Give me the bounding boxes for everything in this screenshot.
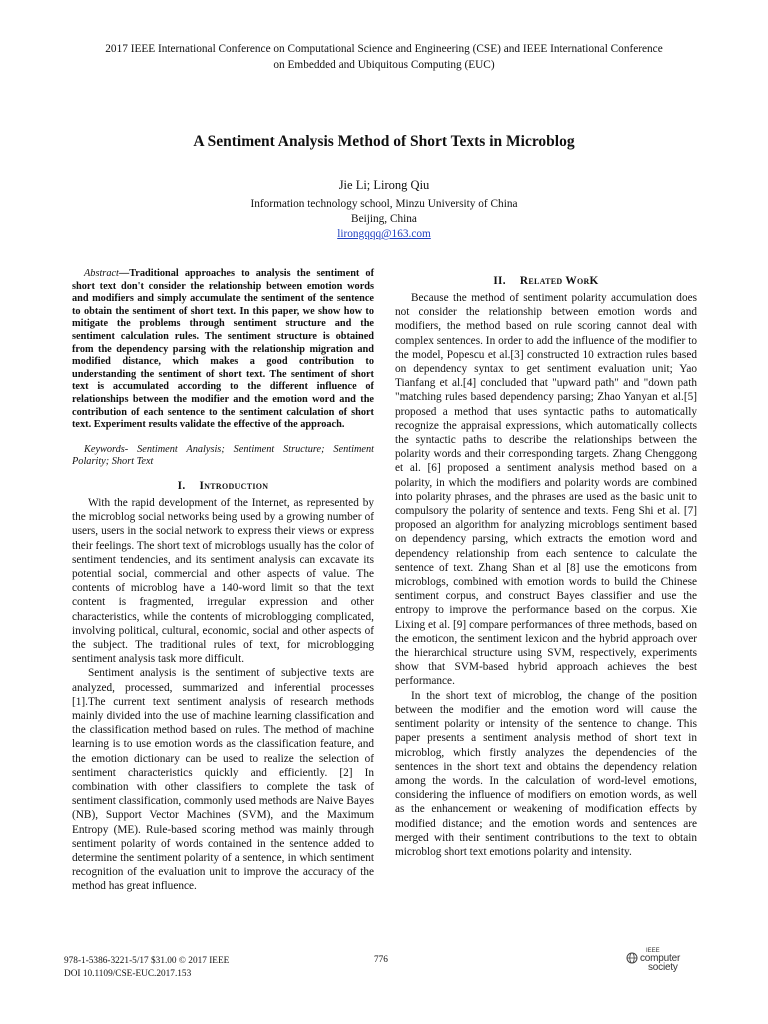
conference-header-line2: on Embedded and Ubiquitous Computing (EUC) <box>273 58 495 71</box>
affiliation: Information technology school, Minzu University of China <box>250 198 518 210</box>
page-number: 776 <box>374 955 388 965</box>
logo-wordmark <box>640 954 680 972</box>
left-column <box>72 268 374 894</box>
section-heading-introduction <box>72 479 374 494</box>
section-title: Introduction <box>199 479 269 492</box>
logo-line2: society <box>648 962 678 973</box>
conference-header <box>40 42 728 73</box>
author-affiliation-block <box>40 197 728 242</box>
conference-header-line1: 2017 IEEE International Conference on Computational Science and Engineering (CSE) and IEEE International Conference <box>105 43 663 55</box>
paper-title: A Sentiment Analysis Method of Short Texts in Microblog <box>193 133 575 150</box>
email-link[interactable]: lirongqqq@163.com <box>337 228 431 240</box>
logo-line1: computer <box>640 953 681 964</box>
paper-authors: Jie Li; Lirong Qiu <box>338 178 430 192</box>
related-paragraph-2: In the short text of microblog, the change of the position between the modifier and the emotion word will cause the sentiment polarity or intensity of the sentence to change. This paper presents a sentiment analysis method of short text in microblog, which firstly analyzes the dependencies of the sentences in the short text and obtains the dependency relation among the words. In the calculation of word-level emotions, considering the influence of modifiers on emotion words, as well as the enhancement or weakening of modification effects by modified distance; and the emotion words and sentences are merged with their sentiment contributions to the text to obtain microblog short text emotions polarity and intensity. <box>395 689 697 858</box>
footer-doi: DOI 10.1109/CSE-EUC.2017.153 <box>64 969 192 979</box>
intro-paragraph-1: With the rapid development of the Internet, as represented by the microblog social networks being used by a growing number of users, users in the social network to express their views or express their feelings. The short text of microblogs usually has the color of sentiment tendencies, and its sentiment analysis can excavate its potential social, commercial and other aspects of value. The contents of microblog have a 140-word limit so that the text content is fragmented, irregular expression and other characteristics, while the contents of microblogging complicated, involving political, cultural, economic, social and other aspects of the subject. The traditional rules of text, for microblogging sentiment analysis task more difficult. <box>72 496 374 666</box>
section-number: I. <box>177 479 186 492</box>
ieee-computer-society-logo <box>626 948 706 978</box>
keywords: Keywords- Sentiment Analysis; Sentiment Structure; Sentiment Polarity; Short Text <box>72 443 374 468</box>
logo-ieee-text: IEEE <box>646 948 660 954</box>
abstract-label: Abstract <box>84 268 119 279</box>
section-title: Related WorK <box>519 275 599 287</box>
intro-paragraph-2: Sentiment analysis is the sentiment of subjective texts are analyzed, processed, summarized and inferential processes [1].The current text sentiment analysis of research methods mainly divided into the use of machine learning classification and the classification method based on rules. The method of machine learning is to use emotion words as the classification feature, and the emotion dictionary can be used to realize the selection of sentiment characteristics quickly and efficiently. [2] In combination with other classifiers to complete the task of sentiment classification, commonly used methods are Naive Bayes (NB), Support Vector Machines (SVM), and the Maximum Entropy (ME). Rule-based scoring method was mainly through sentiment polarity of words contained in the sentence added to determine the sentiment polarity of a sentence, in which sentiment recognition of the evaluation unit to improve the accuracy of the method has great influence. <box>72 667 374 893</box>
related-paragraph-1: Because the method of sentiment polarity accumulation does not consider the relationship between emotion words and modifiers, the method based on rule scoring cannot deal with complex sentences. In order to add the influence of the modifier to the model, Popescu et al.[3] constructed 10 extraction rules based on dependency syntax to get sentiment evaluation unit; Yao Tianfang et al.[4] concluded that "upward path" and "down path "matching rules based dependency parsing; Zhao Yanyan et al.[5] proposed a method that uses syntactic paths to automatically recognize the appraisal expressions, which automatically collects the syntactic paths to describe the relationships between the polarity words and their corresponding targets. Zhang Chenggong et al. [6] proposed a sentiment analysis method based on a polarity, in which the modifiers and polarity words are combined into polarity phrases, and the phrases are used as the basic unit to compulsory the polarity of sentence and texts. Feng Shi et al. [7] proposed an algorithm for analyzing microblogs sentiment based on dependency parsing, which extracts the emotion word and dependency relationship from each sentence to calculate the sentence of text. Zhang Shan et al [8] use the emoticons from microblogs, combined with emotion words to build the Chinese sentiment corpus, and construct Bayes classifier and use the entropy to improve the performance based on the corpus. Xie Lixing et al. [9] compare performances of three methods, based on the emoticon, the sentiment lexicon and the hybrid approach over the hierarchical structure using SVM, respectively, experiments show that SVM-based hybrid approach achieves the best performance. <box>395 292 697 688</box>
globe-icon <box>626 952 638 964</box>
section-heading-related-work <box>395 274 697 289</box>
right-column <box>395 268 697 859</box>
abstract-text: —Traditional approaches to analysis the sentiment of short text don't consider the relationship between emotion words and modifiers and simply accumulate the sentiment of the sentence to obtain the sentiment of short text. In this paper, we show how to mitigate the problems through sentiment structure and the sentiment calculation rules. The sentiment structure is obtained from the dependency parsing with the relationship migration and modified distance, which makes a good contribution to understanding the sentiment of short text. The sentiment of short text is accumulated according to the different influence of relationships between the modifier and the emotion word and the contribution of each sentence to the sentiment calculation of short text. Experiment results validate the effective of the approach. <box>72 268 374 431</box>
location: Beijing, China <box>351 213 417 225</box>
section-number: II. <box>493 275 506 287</box>
footer-isbn: 978-1-5386-3221-5/17 $31.00 © 2017 IEEE <box>64 956 230 966</box>
footer-copyright <box>64 955 229 981</box>
abstract <box>72 268 374 432</box>
